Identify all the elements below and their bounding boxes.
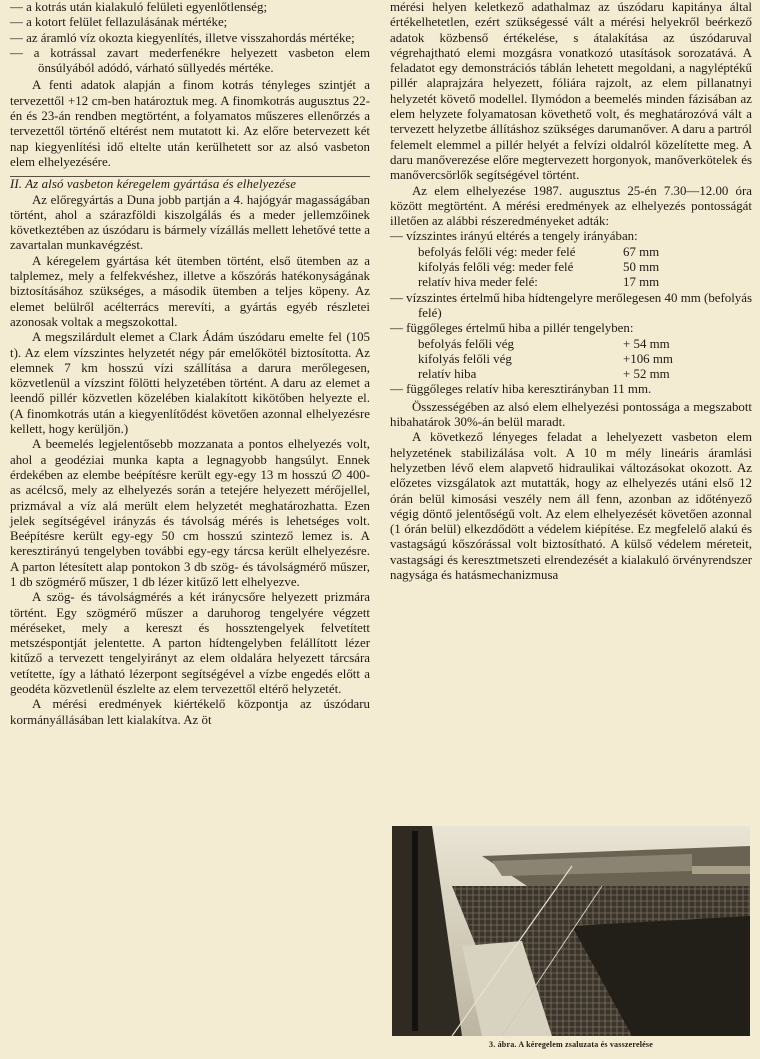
measurement-value: + 52 mm: [623, 367, 670, 382]
measurement-row: [390, 275, 752, 290]
measurement-heading: — függőleges értelmű hiba a pillér tengelyben:: [390, 321, 634, 336]
measurement-value: +106 mm: [623, 351, 673, 366]
list-item: — az áramló víz okozta kiegyenlítés, illetve visszahordás mértéke;: [10, 30, 355, 45]
measurement-label: relatív hiva meder felé:: [418, 275, 538, 290]
paragraph: mérési helyen keletkező adathalmaz az úszódaru kapitánya által értékelhetetlen, ezért szükségessé vált a mérési helyekről beérkező adatok közbenső értékelése, s átalakítása az úszódaruval végrehajtható elemi mozgásra vonatkozó utasítások sorozatává. A feladatot egy demonstrációs táblán lehetett megoldani, a nagyléptékű pillér alaprajzára helyezett, fóliára rajzolt, az elem pillanatnyi helyzetét követő modellel. Ilymódon a beemelés minden fázisában az elem helyzete folyamatosan követhető volt, és meghatározóvá vált a tervezett helyzetbe állításhoz szükséges darumanőver. A daru a partról felemelt elemmel a pillér helyét a felvízi oldalról közelítette meg. A daru manőverezése előre megtervezett horgonyok, manőverkötelek és manővercsörlők segítségével történt.: [390, 0, 752, 183]
construction-photo: [392, 826, 750, 1036]
list-item: — a kotrás után kialakuló felületi egyenlőtlenség;: [10, 0, 268, 14]
measurement-row: [390, 367, 752, 382]
paragraph: Az elem elhelyezése 1987. augusztus 25-én 7.30—12.00 óra között megtörtént. A mérési eredmények az elhelyezés pontosságát illetően az alábbi részeredményeket adták:: [390, 183, 752, 229]
list-item: — a kotort felület fellazulásának mértéke;: [10, 15, 228, 30]
paragraph: A mérési eredmények kiértékelő központja az úszódaru kormányállásában lett kialakítva. Az öt: [10, 697, 370, 727]
measurement-label: kifolyás felőli vég: meder felé: [418, 260, 574, 275]
figure-photo: [392, 826, 750, 1036]
measurement-label: kifolyás felőli vég: [418, 351, 512, 366]
measurement-row: [390, 337, 752, 352]
paragraph: Az előregyártás a Duna jobb partján a 4. hajógyár magasságában történt, ahol a szárazföldi kiszolgálás és a meder jellemzőinek következtében az úszódaru is bármely vízállás mellett lehetővé tette a zavartalan munkavégzést.: [10, 192, 370, 253]
paragraph: A fenti adatok alapján a finom kotrás tényleges szintjét a tervezettől +12 cm-ben határoztuk meg. A finomkotrás augusztus 22-én és 23-án rendben megtörtént, a folyamatos műszeres ellenőrzés a tervezettől történő eltérést nem mutatott ki. Az előre betervezett két nap kiegyenlítési idő eltelte után kerülhetett sor az alsó vasbeton elem elhelyezésére.: [10, 78, 370, 169]
right-column: [390, 0, 752, 583]
measurement-row: [390, 245, 752, 260]
measurement-item: — vízszintes értelmű hiba hídtengelyre merőlegesen 40 mm (befolyás felé): [390, 290, 752, 320]
measurement-label: befolyás felőli vég: meder felé: [418, 244, 576, 259]
measurement-list: [390, 229, 752, 397]
measurement-label: relatív hiba: [418, 367, 477, 382]
measurement-heading: — vízszintes irányú eltérés a tengely irányában:: [390, 229, 638, 244]
measurement-item: — függőleges relatív hiba keresztirányban 11 mm.: [390, 382, 652, 397]
measurement-value: 67 mm: [623, 244, 660, 259]
paragraph: A szög- és távolságmérés a két iránycsőre helyezett prizmára történt. Egy szögmérő műszer a daruhorog tengelyére végzett méréseket, mely a kereszt és hossztengelyek felvetített metszéspontját jelentette. A parton hídtengelyben felállított lézer kitűző a tervezett tengelyirányt az elem oldalára helyezett tárcsára vetítette, így a látható lézerpont segítségével a vízbe engedés előtt a geodéta közvetlenül észlelte az elem tervezettől eltérő helyzetét.: [10, 590, 370, 697]
measurement-value: + 54 mm: [623, 336, 670, 351]
measurement-row: [390, 260, 752, 275]
paragraph: A következő lényeges feladat a lehelyezett vasbeton elem helyzetének stabilizálása volt. A 10 m mély lineáris áramlási helyzetben lévő elem alapvető hidraulikai változásokat okozott. Az előzetes vizsgálatok azt mutatták, hogy az elhelyezés utáni első 12 órán belül kimosási veszély nem áll fenn, azonban az időtényező végig döntő jelentőségű volt. Az elem elhelyezését követően azonnal (1 órán belül) elkezdődött a védelem kiépítése. Ez megfelelő alakú és vastagságú kőszórással volt biztosítható. A külső védelem méreteit, vastagsági és keresztmetszeti elrendezését a kialakuló örvényrendszer nagysága és hatásmechanizmusa: [390, 430, 752, 582]
paragraph: Összességében az alsó elem elhelyezési pontossága a megszabott hibahatárok 30%-án belül maradt.: [390, 399, 752, 430]
measurement-label: befolyás felőli vég: [418, 336, 514, 351]
paragraph: A kéregelem gyártása két ütemben történt, első ütemben az a talplemez, mely a felfekvéshez, illetve a kőszórás hatékonyságának biztosításához szükséges, a második ütemben a teljes köpeny. Az elemet belülről acélterrács merevíti, a gyártás egyéb részletei azonosak voltak a megszokottal.: [10, 253, 370, 329]
measurement-value: 50 mm: [623, 260, 660, 275]
section-title: II. Az alsó vasbeton kéregelem gyártása és elhelyezése: [10, 177, 297, 192]
paragraph: A megszilárdult elemet a Clark Ádám úszódaru emelte fel (105 t). Az elem vízszintes helyzetét négy pár emelőkötél biztosította. Az elemnek 7 km hosszú vízi szállítása a darura merőlegesen, közvetlenül a vízszint fölötti helyzetében történt. A daru az elemet a leendő pillér közvetlen közelében kialakított kikötőben helyezte el. (A finomkotrás után a kiegyenlítődést követően azonnal elhelyezésre kellett, hogy kerüljön.): [10, 330, 370, 437]
measurement-row: [390, 352, 752, 367]
measurement-value: 17 mm: [623, 275, 660, 290]
left-column: [10, 0, 370, 728]
figure-caption: 3. ábra. A kéregelem zsaluzata és vasszerelése: [489, 1040, 653, 1049]
paragraph: A beemelés legjelentősebb mozzanata a pontos elhelyezés volt, ahol a geodéziai munka kapta a legnagyobb hangsúlyt. Ennek érdekében az elembe beépítésre került egy-egy 13 m hosszú ∅ 400-as acélcső, mely az elhelyezés során a tetejére helyezett mérőjellel, prizmával a víz alá merült elem helyzetét meghatározhatta. Ezen jelek segítségével irányzás és távolság mérés is lehetséges volt. Beépítésre került egy-egy 50 cm hosszú szintező lemez is. A keresztirányú tengelyben további egy-egy tárcsa került elhelyezésre. A parton létesített alap pontokon 3 db szög- és távolságmérő műszer, 1 db szögmérő műszer, 1 db lézer kitűző lett elhelyezve.: [10, 437, 370, 589]
list-item: — a kotrással zavart mederfenékre helyezett vasbeton elem önsúlyából adódó, várható süllyedés mértéke.: [10, 45, 370, 76]
